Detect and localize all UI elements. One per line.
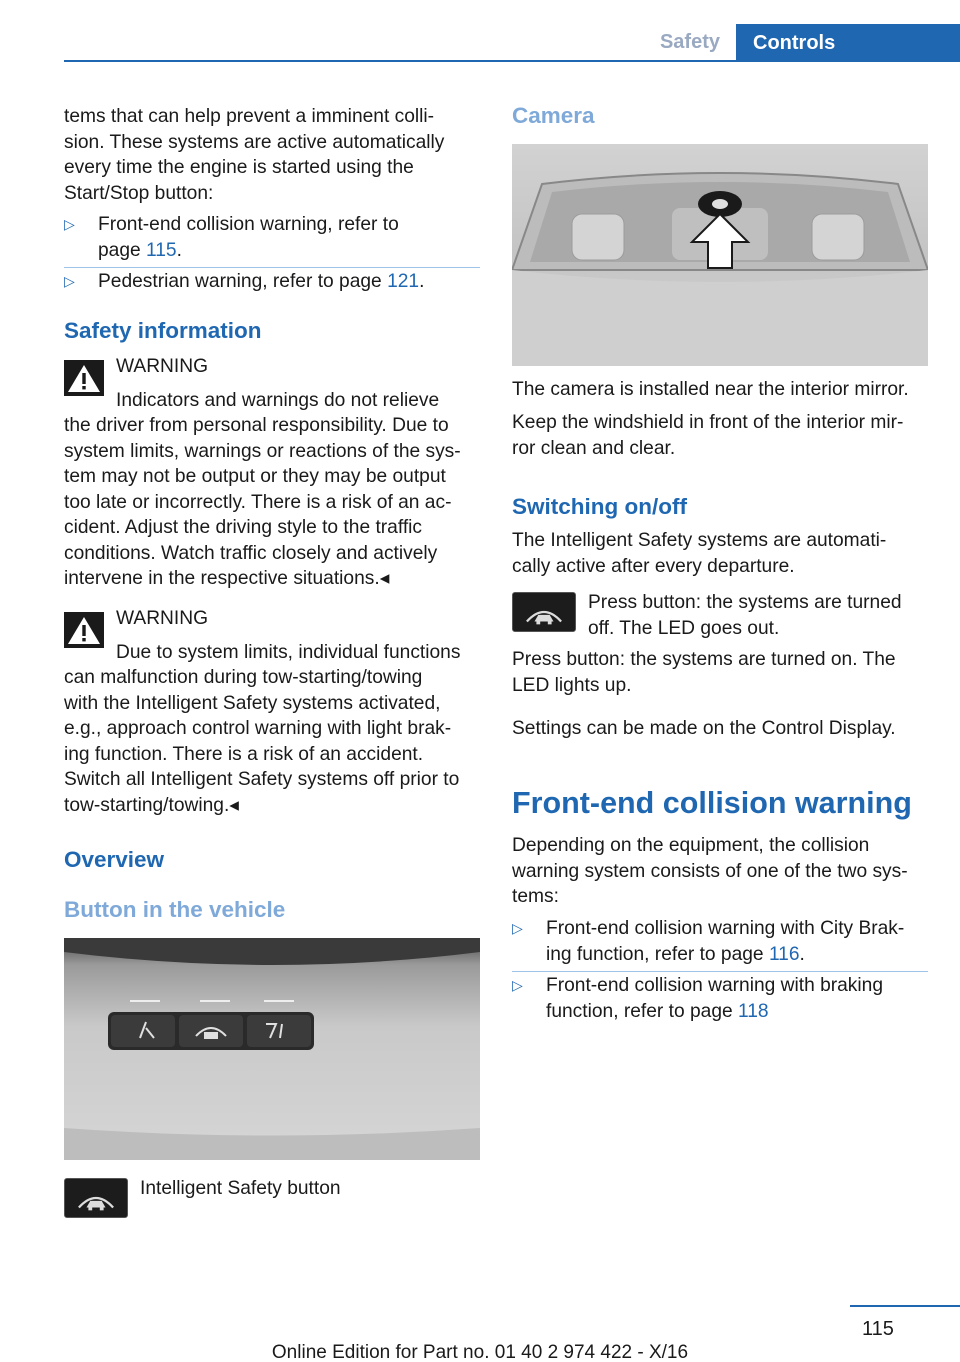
camera-line: Keep the windshield in front of the interior mir- — [512, 412, 904, 433]
warning-title: WARNING — [116, 608, 209, 629]
settings-paragraph: Settings can be made on the Control Display. — [512, 718, 896, 739]
warning-line: Indicators and warnings do not relieve — [116, 390, 440, 411]
footer-rule — [850, 1305, 960, 1307]
fcw-line: warning system consists of one of the two sys- — [512, 860, 908, 882]
bullet-line: ing function, refer to page — [546, 943, 769, 965]
warning-line: e.g., approach control warning with light brak- — [64, 718, 452, 739]
button-panel-photo — [64, 938, 480, 1160]
bullet-triangle-icon: ▷ — [64, 273, 75, 289]
fcw-paragraph — [512, 833, 928, 910]
fcw-line: Depending on the equipment, the collision — [512, 835, 870, 856]
switching-line: cally active after every departure. — [512, 555, 795, 577]
warning-title: WARNING — [116, 356, 209, 377]
bullet-line: Front-end collision warning with braking — [546, 975, 884, 996]
warning-line: Due to system limits, individual functions — [116, 642, 461, 663]
warning-line: system limits, warnings or reactions of the sys- — [64, 440, 461, 462]
bullet-tail: . — [419, 271, 425, 292]
camera-paragraph-2 — [512, 410, 928, 461]
intro-paragraph — [64, 104, 480, 206]
header-chapter: Controls — [736, 24, 960, 62]
warning-triangle-icon — [64, 612, 104, 648]
camera-paragraph-1: The camera is installed near the interior mirror. — [512, 379, 909, 400]
warning-line: cident. Adjust the driving style to the traffic — [64, 517, 423, 538]
bullet-triangle-icon: ▷ — [64, 216, 75, 232]
front-end-collision-heading: Front-end collision warning — [512, 786, 912, 820]
header-rule — [64, 60, 960, 62]
press-on-line: Press button: the systems are turned on. The — [512, 649, 896, 670]
bullet-line: Front-end collision warning, refer to — [98, 214, 399, 235]
intro-line: sion. These systems are active automatically — [64, 131, 445, 153]
press-off-line: Press button: the systems are turned — [588, 592, 902, 613]
warning-line: Switch all Intelligent Safety systems off prior to — [64, 769, 460, 790]
bullet-separator — [64, 267, 480, 268]
warning-line: tow-starting/towing.◂ — [64, 794, 239, 816]
bullet-tail: . — [176, 239, 182, 261]
button-in-vehicle-heading: Button in the vehicle — [64, 897, 286, 922]
fcw-line: tems: — [512, 886, 559, 907]
warning-line: too late or incorrectly. There is a risk of an ac- — [64, 491, 452, 513]
intro-line: every time the engine is started using the — [64, 157, 414, 178]
camera-photo — [512, 144, 928, 366]
page-link-116[interactable]: 116 — [768, 943, 800, 965]
overview-heading: Overview — [64, 847, 165, 872]
warning-line: the driver from personal responsibility. Due to — [64, 415, 449, 436]
warning-text-first — [116, 388, 480, 414]
bullet-separator — [512, 971, 928, 972]
warning-triangle-icon — [64, 360, 104, 396]
warning-line: with the Intelligent Safety systems activated, — [64, 692, 441, 714]
intelligent-safety-button-icon — [64, 1178, 128, 1218]
page-link-118[interactable]: 118 — [738, 1000, 769, 1022]
header-section: Safety — [659, 31, 720, 53]
bullet-line: Front-end collision warning with City Brak- — [546, 918, 905, 939]
warning-text — [64, 413, 480, 592]
page-link-115[interactable]: 115 — [146, 239, 177, 261]
button-caption: Intelligent Safety button — [140, 1178, 341, 1199]
press-on-line: LED lights up. — [512, 674, 632, 696]
bullet-line: page — [98, 239, 147, 261]
page-link-121[interactable]: 121 — [387, 271, 420, 292]
press-on-text — [512, 647, 928, 698]
bullet-line: function, refer to page — [546, 1000, 738, 1022]
page-number: 115 — [862, 1318, 894, 1340]
switching-line: The Intelligent Safety systems are automati- — [512, 530, 887, 551]
bullet-triangle-icon: ▷ — [512, 920, 523, 936]
switching-heading: Switching on/off — [512, 494, 687, 519]
camera-heading: Camera — [512, 103, 595, 128]
intro-line: Start/Stop button: — [64, 182, 214, 204]
warning-text-first — [116, 640, 480, 666]
warning-line: tem may not be output or they may be output — [64, 466, 446, 487]
edition-footer: Online Edition for Part no. 01 40 2 974 422 - X/16 — [271, 1342, 689, 1362]
intelligent-safety-button-icon — [512, 592, 576, 632]
warning-text — [64, 665, 480, 818]
bullet-triangle-icon: ▷ — [512, 977, 523, 993]
intro-line: tems that can help prevent a imminent colli- — [64, 106, 435, 127]
press-off-text — [588, 590, 928, 641]
safety-information-heading: Safety information — [64, 318, 262, 343]
warning-line: ing function. There is a risk of an accident. — [64, 743, 424, 765]
warning-line: can malfunction during tow-starting/towing — [64, 667, 423, 688]
camera-line: ror clean and clear. — [512, 437, 676, 459]
bullet-tail: . — [799, 943, 805, 965]
switching-paragraph — [512, 528, 928, 579]
press-off-line: off. The LED goes out. — [588, 617, 780, 639]
bullet-line: Pedestrian warning, refer to page — [98, 271, 388, 292]
warning-line: conditions. Watch traffic closely and actively — [64, 542, 438, 564]
warning-line: intervene in the respective situations.◂ — [64, 568, 390, 589]
